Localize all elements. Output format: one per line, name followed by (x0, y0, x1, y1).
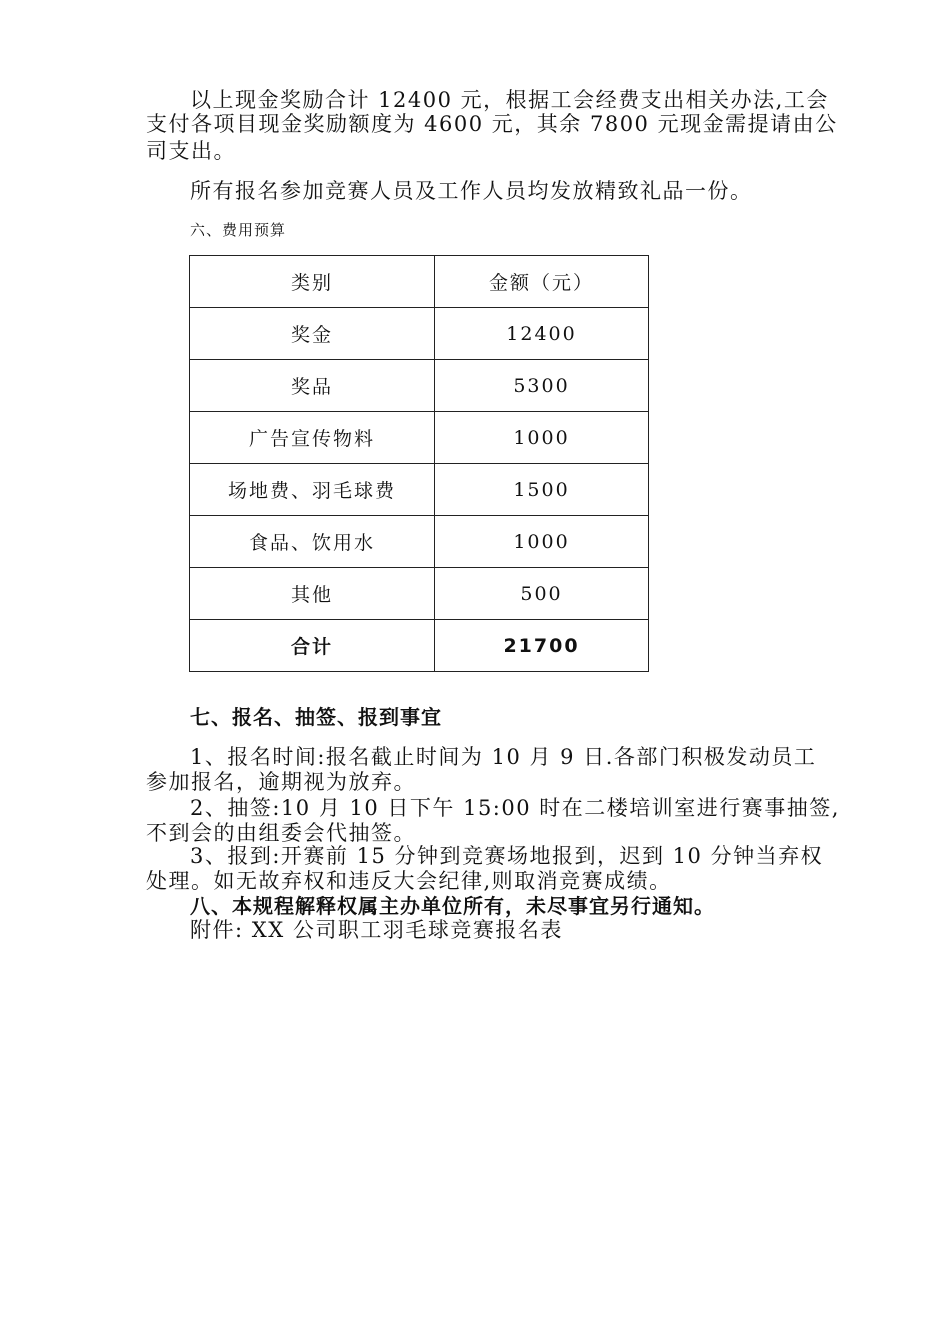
paragraph-line: 支付各项目现金奖励额度为 4600 元，其余 7800 元现金需提请由公 (146, 112, 838, 136)
table-header-cell: 金额（元） (435, 256, 649, 308)
table-row (190, 464, 649, 516)
total-label-cell: 合计 (190, 620, 435, 672)
category-cell: 奖品 (190, 360, 435, 412)
paragraph-line: 司支出。 (146, 139, 236, 163)
amount-cell: 1000 (435, 516, 649, 568)
paragraph-line: 1、报名时间:报名截止时间为 10 月 9 日.各部门积极发动员工 (190, 745, 817, 769)
table-row (190, 412, 649, 464)
paragraph-line: 处理。如无故弃权和违反大会纪律,则取消竞赛成绩。 (146, 869, 672, 893)
amount-cell: 12400 (435, 308, 649, 360)
category-cell: 场地费、羽毛球费 (190, 464, 435, 516)
attachment-note: 附件: XX 公司职工羽毛球竞赛报名表 (190, 918, 563, 942)
table-total-row (190, 620, 649, 672)
paragraph-line: 3、报到:开赛前 15 分钟到竞赛场地报到，迟到 10 分钟当弃权 (190, 844, 824, 868)
category-cell: 广告宣传物料 (190, 412, 435, 464)
table-header-cell: 类别 (190, 256, 435, 308)
amount-cell: 500 (435, 568, 649, 620)
paragraph-line: 参加报名，逾期视为放弃。 (146, 770, 416, 794)
budget-table (189, 255, 649, 672)
amount-cell: 5300 (435, 360, 649, 412)
paragraph: 所有报名参加竞赛人员及工作人员均发放精致礼品一份。 (190, 179, 753, 203)
amount-cell: 1500 (435, 464, 649, 516)
table-row (190, 516, 649, 568)
table-row (190, 360, 649, 412)
paragraph-line: 不到会的由组委会代抽签。 (146, 821, 416, 845)
table-row (190, 568, 649, 620)
paragraph-line: 2、抽签:10 月 10 日下午 15:00 时在二楼培训室进行赛事抽签, (190, 796, 840, 820)
table-header-row (190, 256, 649, 308)
category-cell: 食品、饮用水 (190, 516, 435, 568)
section-heading: 八、本规程解释权属主办单位所有，未尽事宜另行通知。 (190, 894, 715, 918)
paragraph-line: 以上现金奖励合计 12400 元，根据工会经费支出相关办法,工会 (190, 88, 829, 112)
table-row (190, 308, 649, 360)
category-cell: 其他 (190, 568, 435, 620)
category-cell: 奖金 (190, 308, 435, 360)
amount-cell: 1000 (435, 412, 649, 464)
section-heading: 六、费用预算 (190, 221, 287, 239)
section-heading: 七、报名、抽签、报到事宜 (190, 705, 442, 729)
total-amount-cell: 21700 (435, 620, 649, 672)
